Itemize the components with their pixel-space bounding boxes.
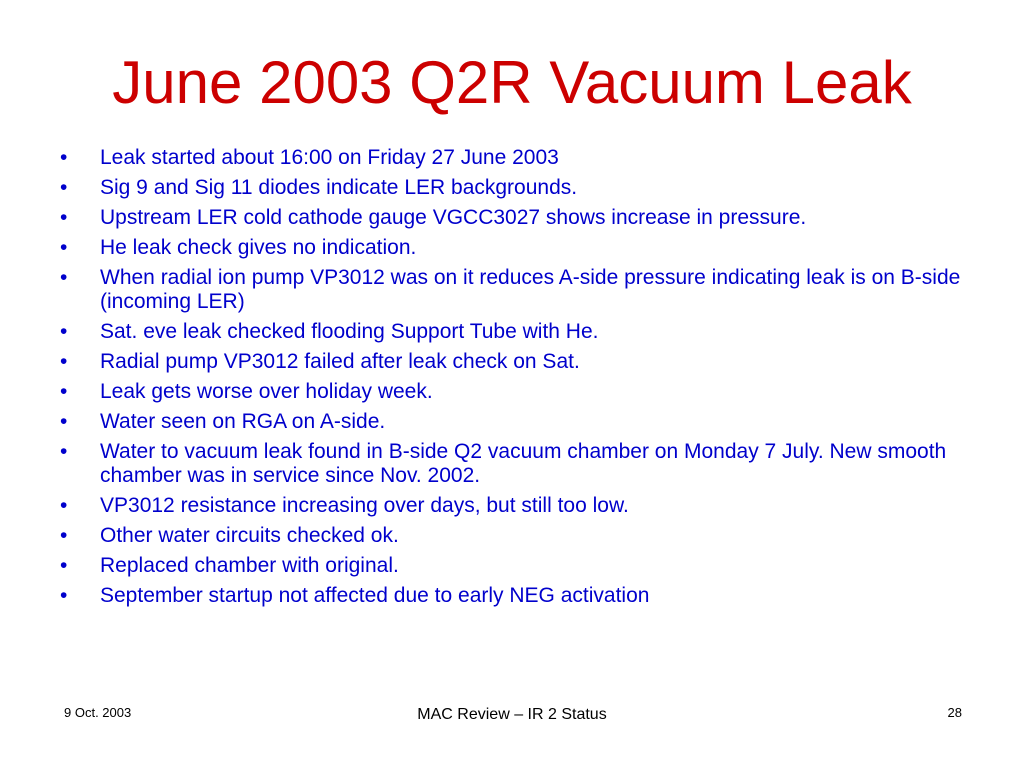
footer-title: MAC Review – IR 2 Status (417, 706, 607, 723)
bullet-text: Radial pump VP3012 failed after leak check on Sat. (100, 350, 580, 373)
bullet-marker: • (60, 554, 68, 577)
bullet-marker: • (60, 206, 68, 229)
bullet-text: Replaced chamber with original. (100, 554, 399, 577)
bullet-marker: • (60, 410, 68, 433)
bullet-text: Leak gets worse over holiday week. (100, 380, 433, 403)
bullet-marker: • (60, 494, 68, 517)
bullet-item (60, 320, 990, 344)
bullet-text: Water seen on RGA on A-side. (100, 410, 386, 433)
bullet-marker: • (60, 236, 68, 259)
bullet-marker: • (60, 440, 68, 463)
footer-date: 9 Oct. 2003 (64, 705, 132, 720)
bullet-item (60, 350, 990, 374)
bullet-marker: • (60, 524, 68, 547)
page-number: 28 (947, 705, 962, 720)
bullet-marker: • (60, 380, 68, 403)
bullet-item (60, 584, 990, 608)
bullet-marker: • (60, 584, 68, 607)
bullet-text: Sig 9 and Sig 11 diodes indicate LER backgrounds. (100, 176, 578, 199)
bullet-item (60, 206, 990, 230)
bullet-text: When radial ion pump VP3012 was on it reduces A-side pressure indicating leak is on B-side (incoming LER) (100, 266, 961, 313)
bullet-item (60, 380, 990, 404)
bullet-item (60, 494, 990, 518)
bullet-text: Leak started about 16:00 on Friday 27 June 2003 (100, 146, 559, 169)
bullet-marker: • (60, 266, 68, 289)
bullet-item (60, 440, 990, 488)
bullet-text: Water to vacuum leak found in B-side Q2 vacuum chamber on Monday 7 July. New smooth chamber was in service since Nov. 2002. (100, 440, 947, 487)
bullet-list (60, 146, 990, 614)
slide-title: June 2003 Q2R Vacuum Leak (112, 49, 912, 116)
bullet-text: He leak check gives no indication. (100, 236, 417, 259)
bullet-item (60, 410, 990, 434)
bullet-marker: • (60, 146, 68, 169)
bullet-marker: • (60, 320, 68, 343)
bullet-marker: • (60, 350, 68, 373)
bullet-item (60, 524, 990, 548)
bullet-marker: • (60, 176, 68, 199)
bullet-item (60, 146, 990, 170)
bullet-item (60, 266, 990, 314)
bullet-item (60, 554, 990, 578)
bullet-text: Upstream LER cold cathode gauge VGCC3027 shows increase in pressure. (100, 206, 807, 229)
bullet-text: Sat. eve leak checked flooding Support Tube with He. (100, 320, 599, 343)
bullet-item (60, 176, 990, 200)
bullet-item (60, 236, 990, 260)
bullet-text: September startup not affected due to early NEG activation (100, 584, 650, 607)
bullet-text: VP3012 resistance increasing over days, but still too low. (100, 494, 629, 517)
bullet-text: Other water circuits checked ok. (100, 524, 399, 547)
